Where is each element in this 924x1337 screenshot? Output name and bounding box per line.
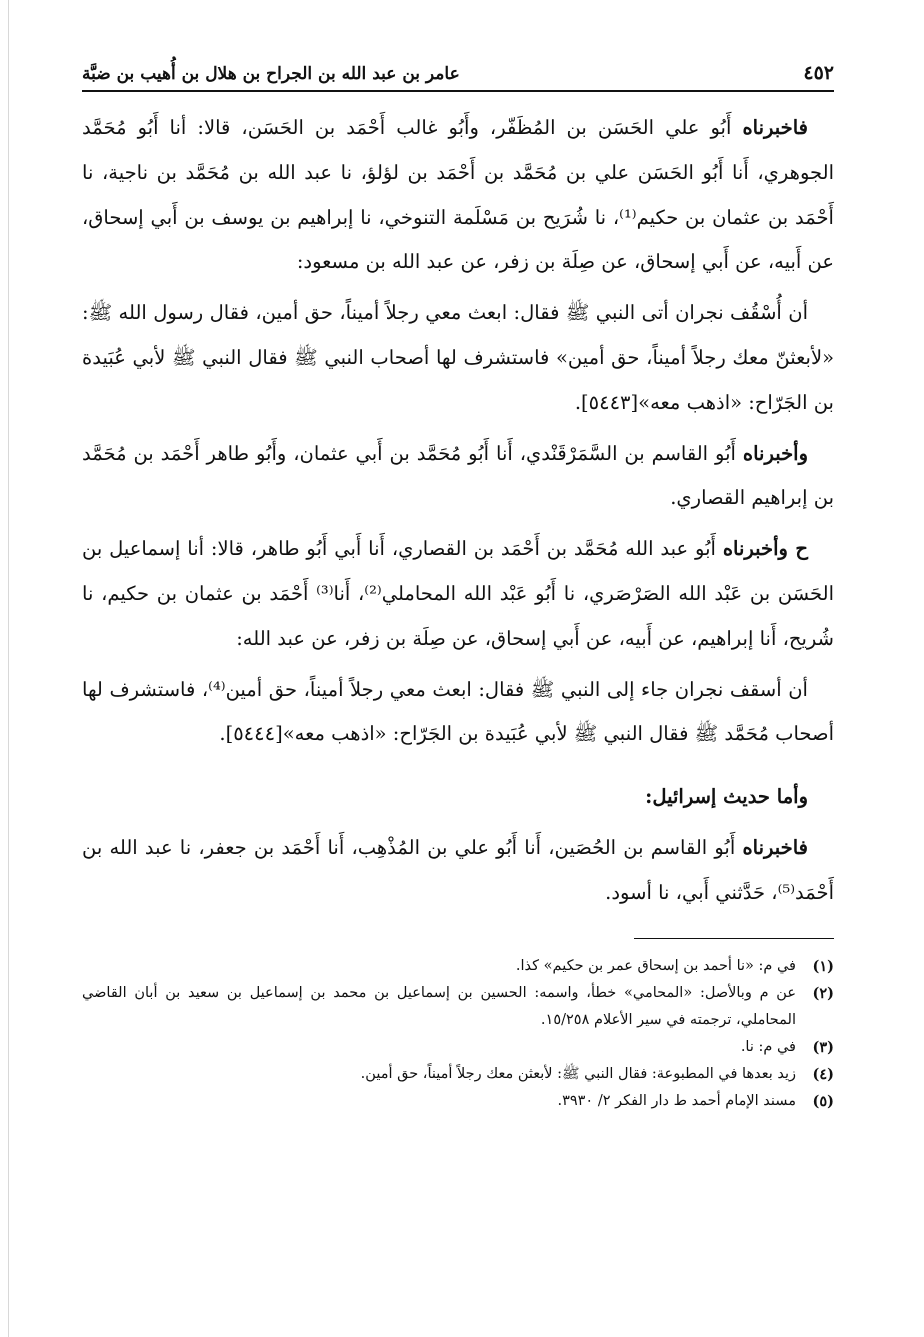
footnote [82,1088,834,1115]
paragraph-3 [82,432,834,522]
footnote [82,953,834,980]
paragraph-text: أَبُو القاسم بن السَّمَرْقَنْدي، أَنا أَبُو مُحَمَّد بن أَبي عثمان، وأَبُو طاهر أَحْمَد بن مُحَمَّد بن إبراهيم القصاري. [82,441,834,510]
paragraph-text: أن أُسْقُف نجران أتى النبي ﷺ فقال: ابعث معي رجلاً أميناً، حق أمين، فقال رسول الله ﷺ: «لأبعثنّ معك رجلاً أميناً، حق أمين» فاستشرف لها أصحاب النبي ﷺ فقال النبي ﷺ لأبي عُبَيدة بن الجَرّاح: «اذهب معه»[٥٤٤٣]. [82,301,834,414]
paragraph-4 [82,527,834,661]
footnote-number: (٤) [812,1065,834,1083]
footnote-text: في م: «نا أحمد بن إسحاق عمر بن حكيم» كذا. [515,957,796,974]
paragraph-text: أَبُو علي الحَسَن بن المُظَفّر، وأَبُو غالب أَحْمَد بن الحَسَن، قالا: أنا أَبُو مُحَمَّد الجوهري، أَنا أَبُو الحَسَن علي بن مُحَمَّد بن أَحْمَد بن لؤلؤ، نا عبد الله بن مُحَمَّد بن ناجية، نا أَحْمَد بن عثمان بن حكيم⁽¹⁾، نا شُرَيح بن مَسْلَمة التنوخي، نا إبراهيم بن يوسف بن أَبي إسحاق، عن أَبيه، عن أَبي إسحاق، عن صِلَة بن زفر، عن عبد الله بن مسعود: [82,116,834,274]
page [82,62,834,1115]
section-heading [82,775,834,820]
paragraph-text: أن أسقف نجران جاء إلى النبي ﷺ فقال: ابعث معي رجلاً أميناً، حق أمين⁽⁴⁾، فاستشرف لها أصحاب مُحَمَّد ﷺ فقال النبي ﷺ لأبي عُبَيدة بن الجَرّاح: «اذهب معه»[٥٤٤٤]. [82,677,834,746]
running-title: عامر بن عبد الله بن الجراح بن هلال بن أُهيب بن ضبَّة [82,64,460,84]
footnote-number: (٢) [812,984,834,1002]
footnote-number: (١) [812,957,834,975]
footnote-number: (٣) [812,1038,834,1056]
footnote [82,1034,834,1061]
page-number: ٤٥٢ [803,62,834,84]
paragraph-2 [82,291,834,425]
paragraph-5 [82,668,834,758]
footnote-text: مسند الإمام أحمد ط دار الفكر ٢/ ٣٩٣٠. [557,1092,796,1109]
paragraph-lead: فاخبرناه [742,835,808,859]
footnote-number: (٥) [812,1092,834,1110]
paragraph-1 [82,106,834,285]
paragraph-lead: فاخبرناه [742,116,808,139]
footnote-separator [634,938,834,939]
paragraph-6 [82,826,834,916]
footnote [82,1061,834,1088]
paragraph-text: أَبُو عبد الله مُحَمَّد بن أَحْمَد بن القصاري، أَنا أَبي أَبُو طاهر، قالا: أنا إسماعيل بن الحَسَن بن عَبْد الله الصَرْصَري، نا أَبُو عَبْد الله المحاملي⁽²⁾، أَنا⁽³⁾ أَحْمَد بن عثمان بن حكيم، نا شُريح، أَنا إبراهيم، عن أَبيه، عن أَبي إسحاق، عن صِلَة بن زفر، عن عبد الله: [82,537,834,650]
paragraph-text: أَبُو القاسم بن الحُصَين، أَنا أَبُو علي بن المُذْهِب، أَنا أَحْمَد بن جعفر، نا عبد الله بن أَحْمَد⁽⁵⁾، حَدَّثني أَبي، نا أسود. [82,835,834,904]
footnotes [82,953,834,1115]
footnote [82,980,834,1034]
paragraph-lead: وأما حديث إسرائيل: [645,785,808,809]
footnote-text: عن م وبالأصل: «المحامي» خطأ، واسمه: الحسين بن إسماعيل بن محمد بن إسماعيل بن سعيد بن أبان القاضي المحاملي، ترجمته في سير الأعلام ١٥/٢٥٨. [82,984,796,1028]
footnote-text: في م: نا. [740,1038,796,1055]
page-header [82,62,834,92]
paragraph-lead: وأخبرناه [742,441,808,465]
main-text [82,106,834,916]
paragraph-lead: ح وأخبرناه [722,537,808,561]
scan-edge-line [8,0,9,1337]
footnote-text: زيد بعدها في المطبوعة: فقال النبي ﷺ: لأبعثن معك رجلاً أميناً، حق أمين. [360,1065,796,1082]
